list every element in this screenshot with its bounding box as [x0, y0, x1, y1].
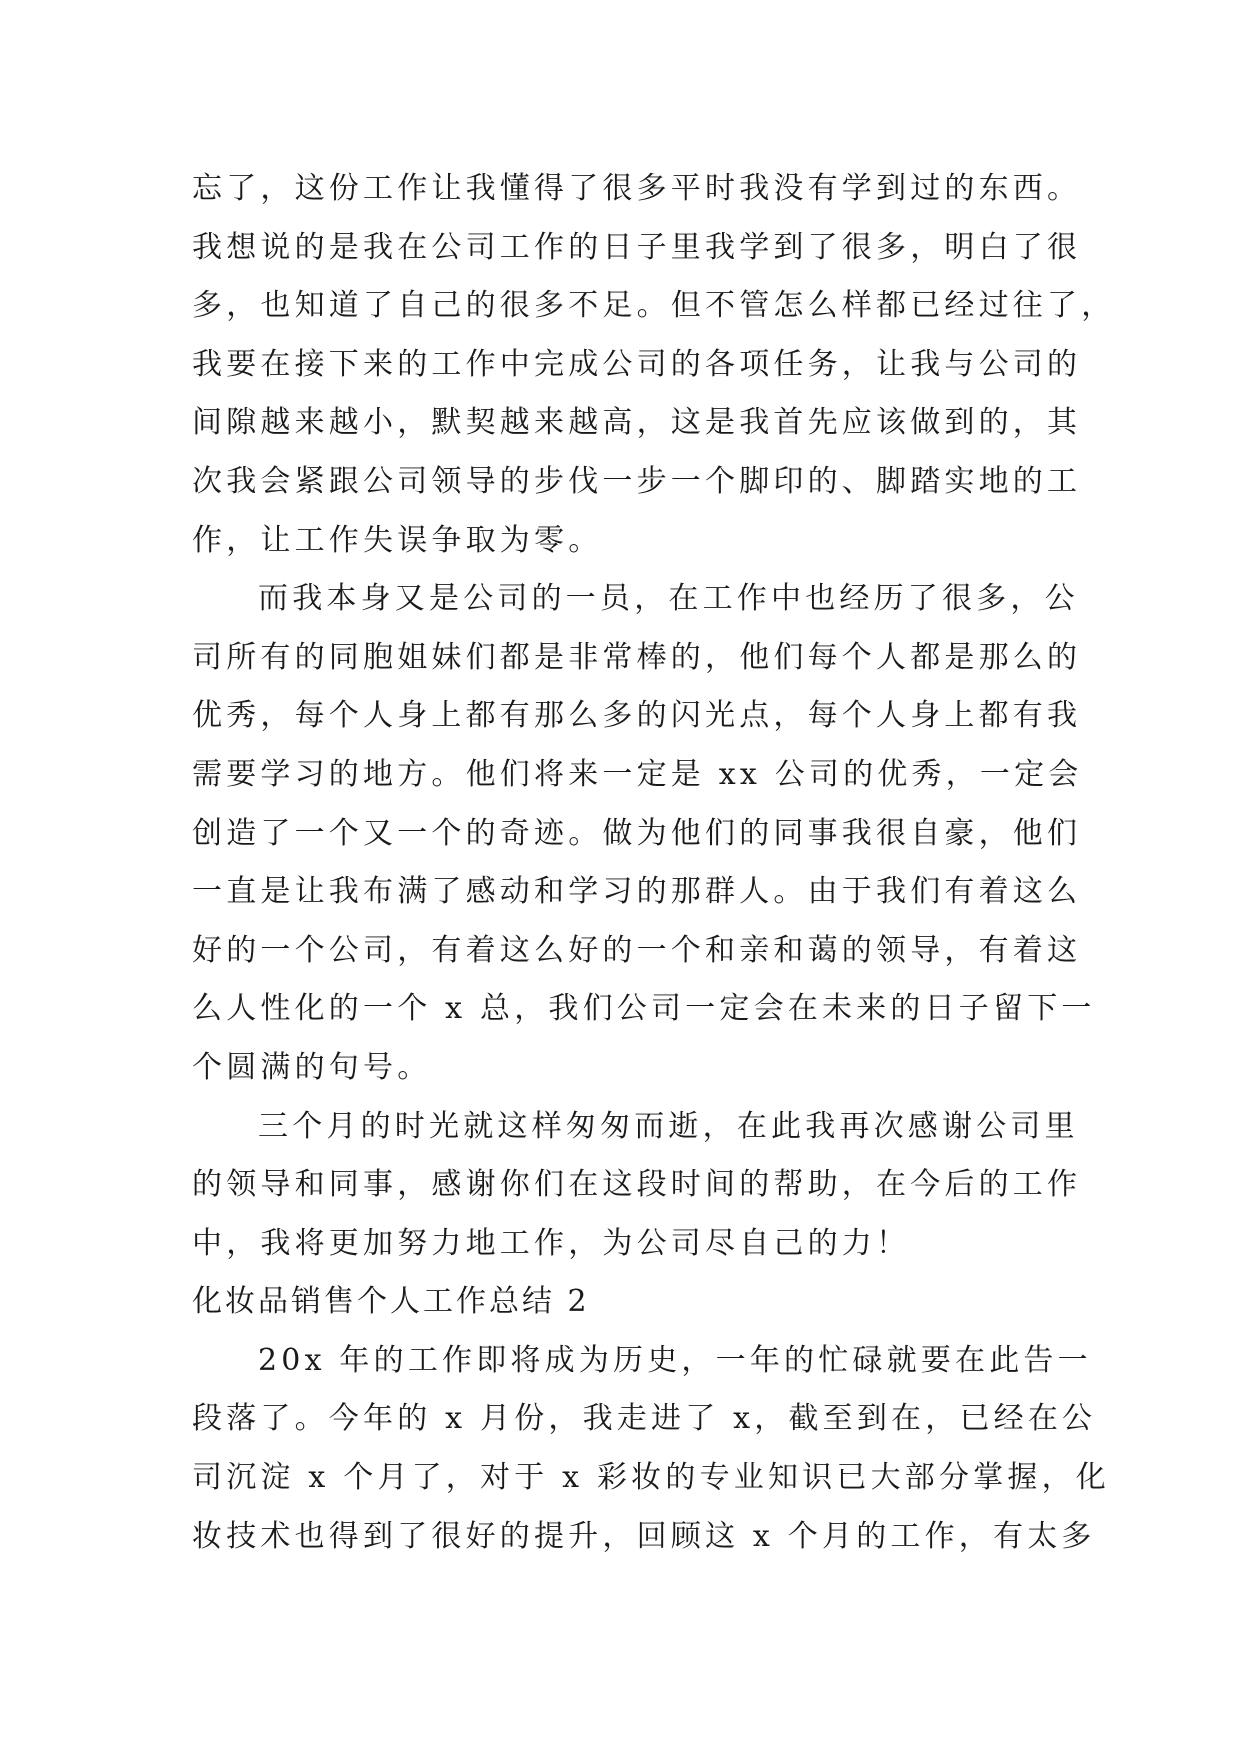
text-line: 司所有的同胞姐妹们都是非常棒的，他们每个人都是那么的 — [192, 639, 1082, 675]
text-line: 多，也知道了自己的很多不足。但不管怎么样都已经过往了， — [192, 288, 1116, 324]
text-line: 而我本身又是公司的一员，在工作中也经历了很多，公 — [258, 581, 1079, 617]
text-line: 次我会紧跟公司领导的步伐一步一个脚印的、脚踏实地的工 — [192, 463, 1082, 499]
text-line: 一直是让我布满了感动和学习的那群人。由于我们有着这么 — [192, 874, 1082, 910]
text-line: 司沉淀 x 个月了，对于 x 彩妆的专业知识已大部分掌握，化 — [192, 1460, 1110, 1496]
section-heading: 化妆品销售个人工作总结 2 — [192, 1284, 590, 1320]
paragraph-1 — [192, 160, 1116, 570]
text-line: 的领导和同事，感谢你们在这段时间的帮助，在今后的工作 — [192, 1167, 1082, 1203]
text-line: 么人性化的一个 x 总，我们公司一定会在未来的日子留下一 — [192, 991, 1096, 1027]
text-line: 中，我将更加努力地工作，为公司尽自己的力！ — [192, 1225, 911, 1261]
text-line: 忘了，这份工作让我懂得了很多平时我没有学到过的东西。 — [192, 171, 1082, 206]
paragraph-2 — [192, 570, 1096, 1097]
text-line: 间隙越来越小，默契越来越高，这是我首先应该做到的，其 — [192, 405, 1082, 441]
text-line: 我要在接下来的工作中完成公司的各项任务，让我与公司的 — [192, 346, 1082, 382]
text-line: 优秀，每个人身上都有那么多的闪光点，每个人身上都有我 — [192, 698, 1082, 734]
text-line: 妆技术也得到了很好的提升，回顾这 x 个月的工作，有太多 — [192, 1518, 1096, 1554]
text-line: 段落了。今年的 x 月份，我走进了 x，截至到在，已经在公 — [192, 1401, 1097, 1437]
text-line: 需要学习的地方。他们将来一定是 xx 公司的优秀，一定会 — [192, 756, 1083, 792]
text-line: 个圆满的句号。 — [192, 1049, 432, 1085]
text-line: 作，让工作失误争取为零。 — [192, 522, 603, 558]
paragraph-3 — [192, 1098, 1082, 1274]
paragraph-4 — [192, 1332, 1110, 1566]
text-line: 好的一个公司，有着这么好的一个和亲和蔼的领导，有着这 — [192, 932, 1082, 968]
text-line: 我想说的是我在公司工作的日子里我学到了很多，明白了很 — [192, 229, 1082, 265]
text-line: 20x 年的工作即将成为历史，一年的忙碌就要在此告一 — [258, 1342, 1092, 1378]
text-line: 创造了一个又一个的奇迹。做为他们的同事我很自豪，他们 — [192, 815, 1082, 851]
text-line: 三个月的时光就这样匆匆而逝，在此我再次感谢公司里 — [258, 1108, 1079, 1144]
document-body — [192, 160, 1116, 1566]
